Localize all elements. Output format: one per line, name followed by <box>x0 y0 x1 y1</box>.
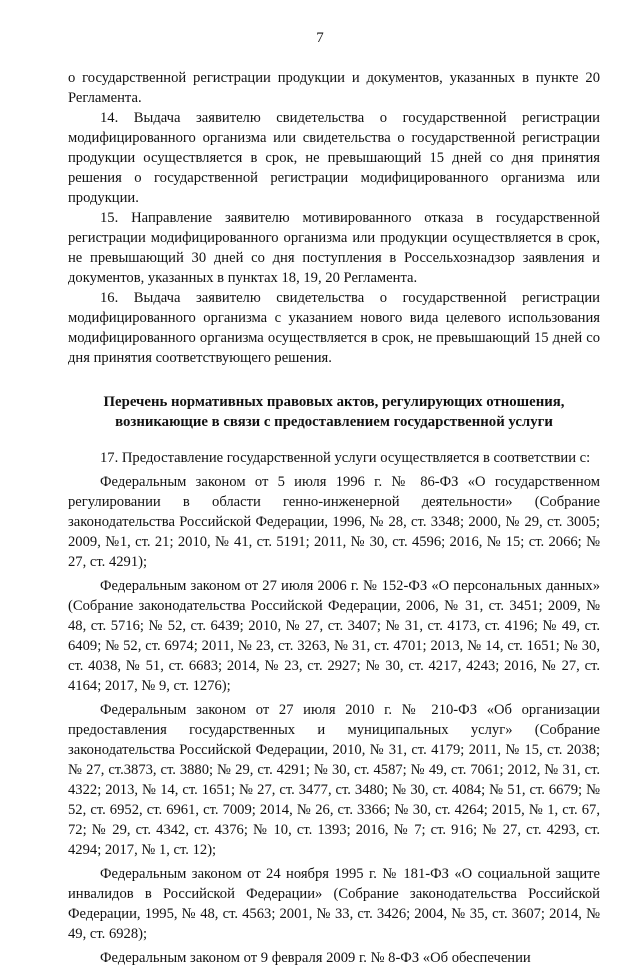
law-152-fz: Федеральным законом от 27 июля 2006 г. № 152-ФЗ «О персональных данных» (Собрание законодательства Российской Федерации, 2006, № 31, ст. 3451; 2009, № 48, ст. 5716; № 52, ст. 6439; 2010, № 27, ст. 3407; № 31, ст. 4173, ст. 4196; № 49, ст. 6409; № 52, ст. 6974; 2011, № 23, ст. 3263, № 31, ст. 4701; 2013, № 14, ст. 1651; № 30, ст. 4038, № 51, ст. 6683; 2014, № 23, ст. 2927; № 30, ст. 4217, 4243; 2016, № 27, ст. 4164; 2017, № 9, ст. 1276); <box>68 578 600 694</box>
paragraph-14: 14. Выдача заявителю свидетельства о государственной регистрации модифицированного организма или свидетельства о государственной регистрации продукции осуществляется в срок, не превышающий 15 дней со дня принятия решения о государственной регистрации модифицированного организма или продукции. <box>68 110 600 206</box>
law-210-fz: Федеральным законом от 27 июля 2010 г. № 210-ФЗ «Об организации предоставления государственных и муниципальных услуг» (Собрание законодательства Российской Федерации, 2010, № 31, ст. 4179; 2011, № 15, ст. 2038; № 27, ст.3873, ст. 3880; № 29, ст. 4291; № 30, ст. 4587; № 49, ст. 7061; 2012, № 31, ст. 4322; 2013, № 14, ст. 1651; № 27, ст. 3477, ст. 3480; № 30, ст. 4084; № 51, ст. 6679; № 52, ст. 6952, ст. 6961, ст. 7009; 2014, № 26, ст. 3366; № 30, ст. 4264; 2015, № 1, ст. 67, 72; № 29, ст. 4342, ст. 4376; № 10, ст. 1393; 2016, № 7; ст. 916; № 27, ст. 4293, ст. 4294; 2017, № 1, ст. 12); <box>68 702 600 858</box>
paragraph-15: 15. Направление заявителю мотивированного отказа в государственной регистрации модифицированного организма или продукции осуществляется в срок, не превышающий 30 дней со дня поступления в Россельхознадзор заявления и документов, указанных в пунктах 18, 19, 20 Регламента. <box>68 210 600 286</box>
section-heading: Перечень нормативных правовых актов, регулирующих отношения, возникающие в связи с предоставлением государственной услуги <box>103 394 565 430</box>
paragraph-16: 16. Выдача заявителю свидетельства о государственной регистрации модифицированного организма с указанием нового вида целевого использования модифицированного организма осуществляется в срок, не превышающий 15 дней со дня принятия соответствующего решения. <box>68 290 600 366</box>
document-body <box>68 68 600 968</box>
spacer <box>68 368 600 378</box>
page-number: 7 <box>316 30 324 46</box>
paragraph-continuation: о государственной регистрации продукции и документов, указанных в пункте 20 Регламента. <box>68 70 600 106</box>
law-181-fz: Федеральным законом от 24 ноября 1995 г. № 181-ФЗ «О социальной защите инвалидов в Российской Федерации» (Собрание законодательства Российской Федерации, 1995, № 48, ст. 4563; 2001, № 33, ст. 3426; 2004, № 35, ст. 3607; 2014, № 49, ст. 6928); <box>68 866 600 942</box>
law-86-fz: Федеральным законом от 5 июля 1996 г. № 86-ФЗ «О государственном регулировании в области генно-инженерной деятельности» (Собрание законодательства Российской Федерации, 1996, № 28, ст. 3348; 2000, № 29, ст. 3005; 2009, №1, ст. 21; 2010, № 41, ст. 5191; 2011, № 30, ст. 4596; 2016, № 15; ст. 2066; № 27, ст. 4291); <box>68 474 600 570</box>
paragraph-17: 17. Предоставление государственной услуги осуществляется в соответствии с: <box>100 450 591 466</box>
law-8-fz: Федеральным законом от 9 февраля 2009 г. № 8-ФЗ «Об обеспечении <box>100 950 531 966</box>
